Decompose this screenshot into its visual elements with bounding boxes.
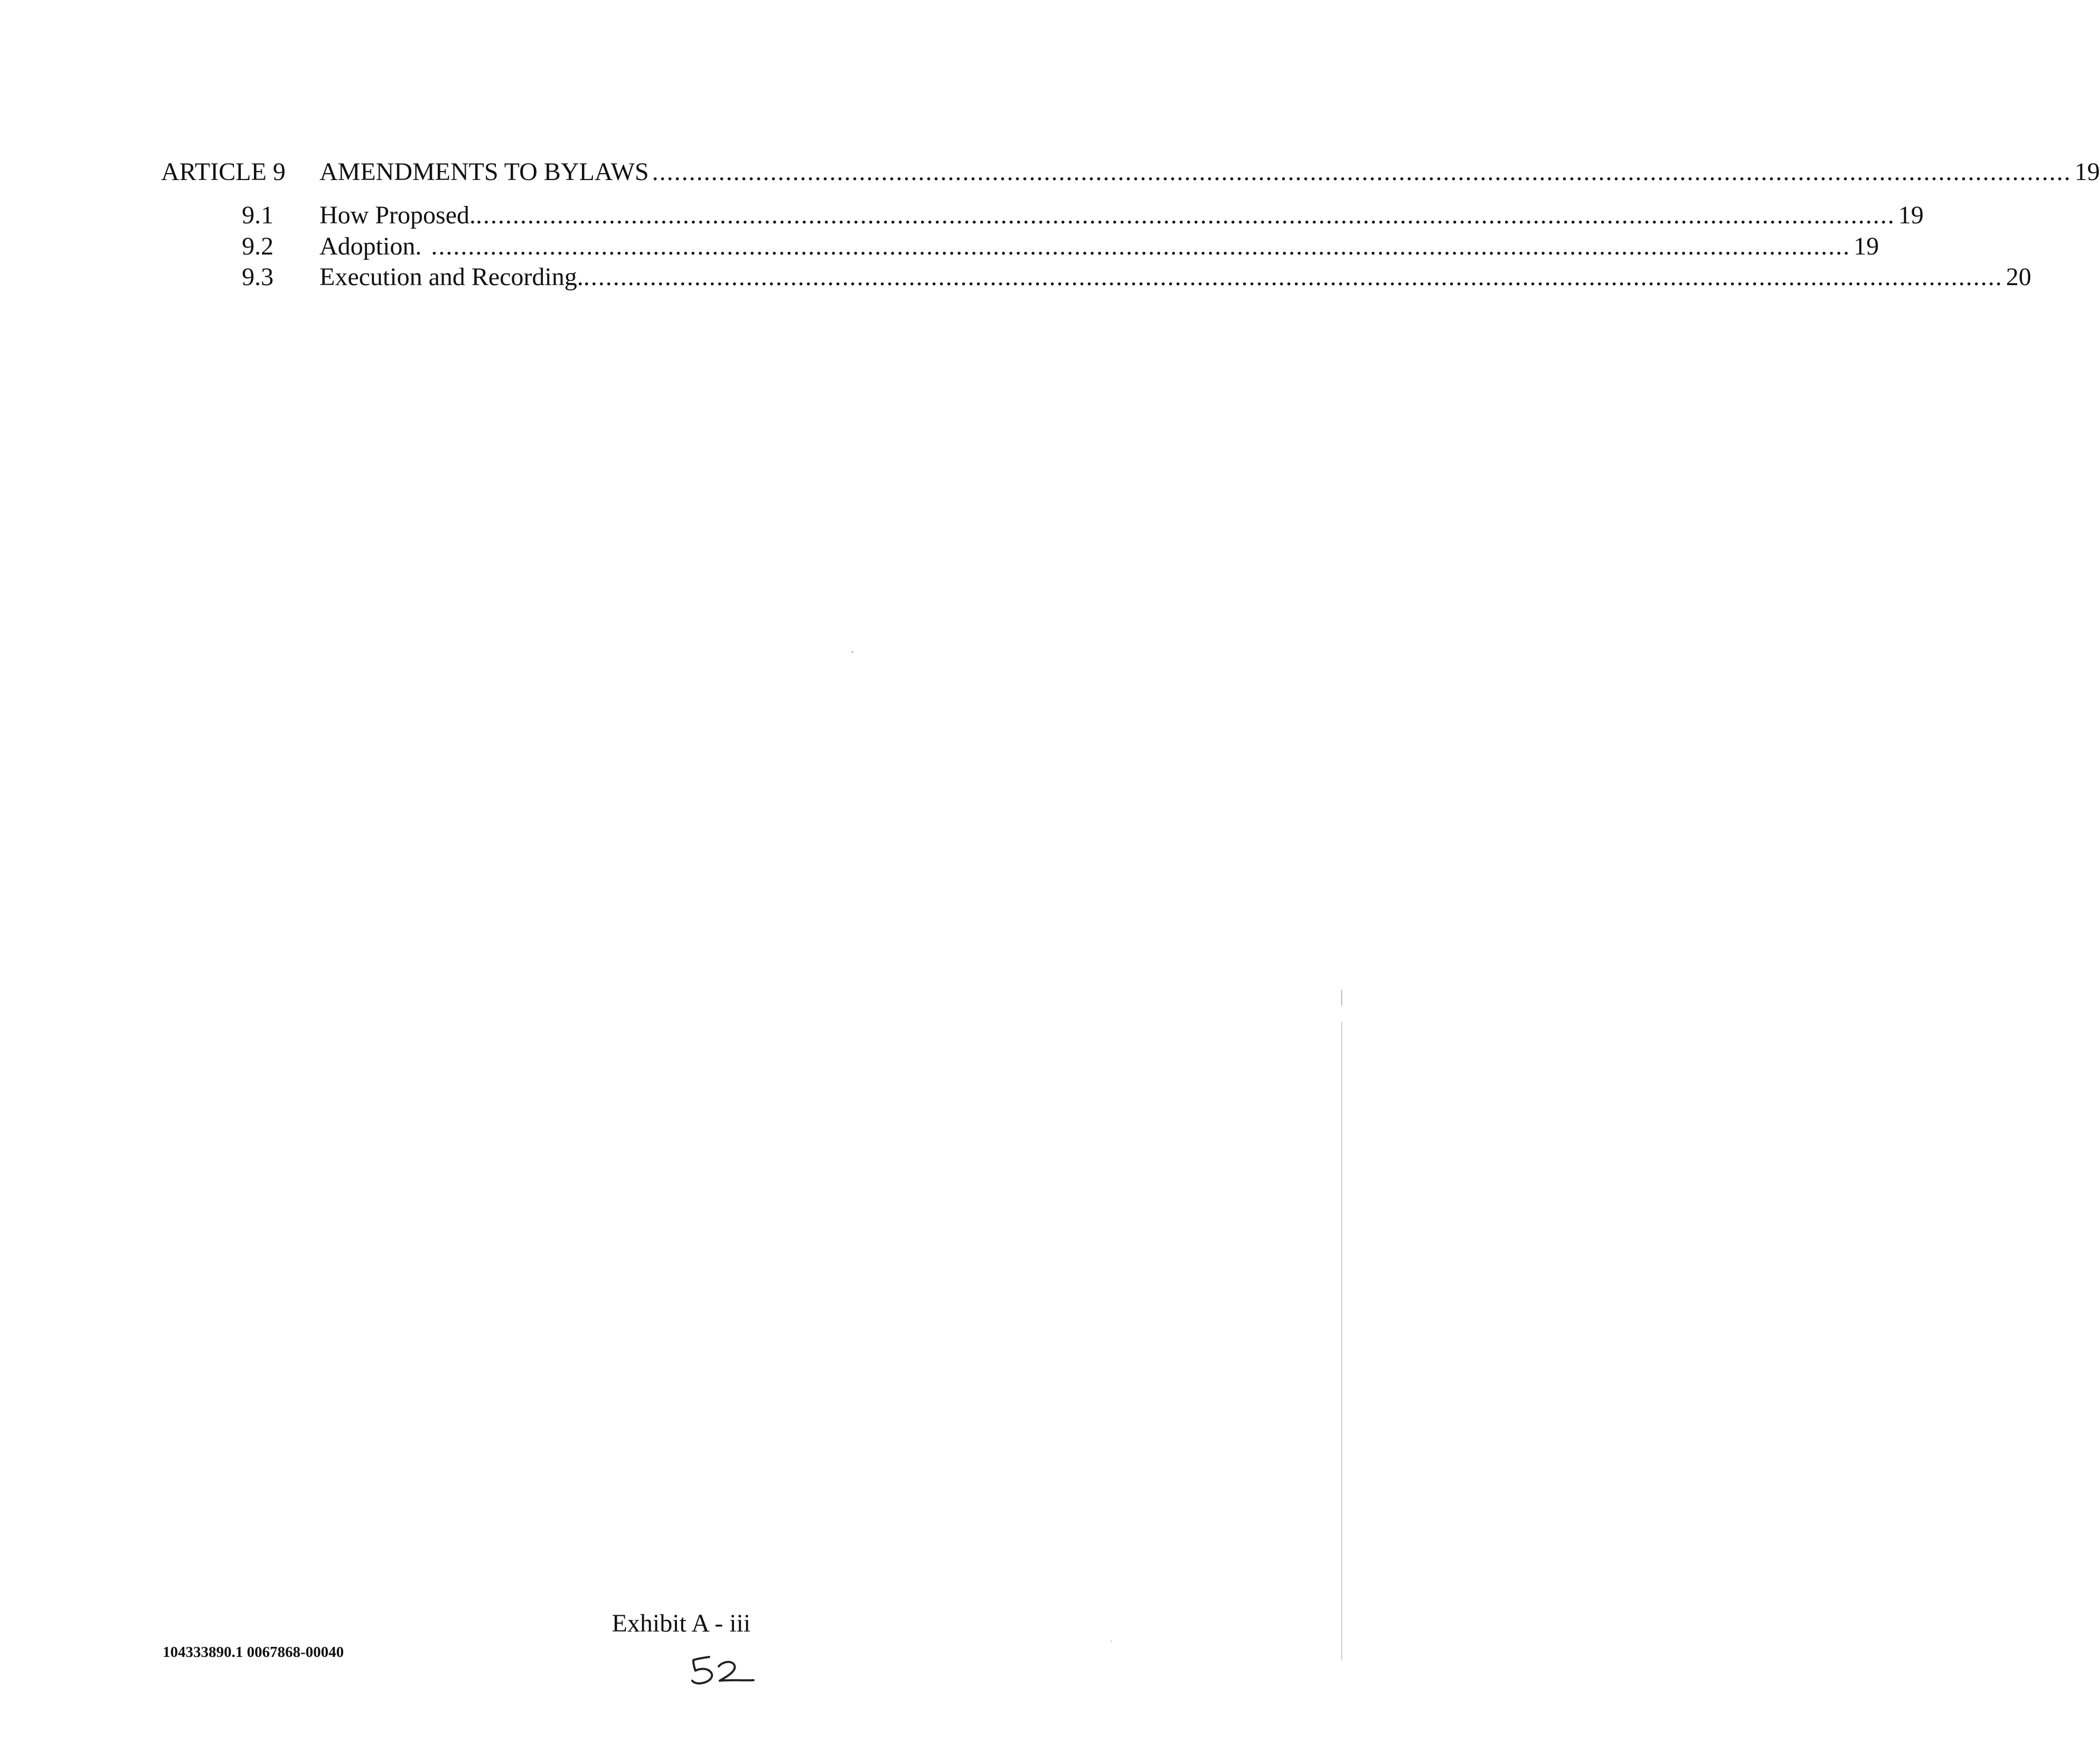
toc-section-number: 9.1 [242, 201, 274, 229]
handwritten-page-number [688, 1652, 757, 1689]
toc-section-title: Execution and Recording. [319, 263, 583, 291]
toc-section-number: 9.3 [242, 263, 274, 291]
toc-entry-section [161, 230, 1879, 263]
toc-section-title: How Proposed. [319, 201, 476, 229]
toc-entry-section [161, 261, 2031, 294]
toc-section-page: 19 [1898, 201, 1924, 229]
toc-section-page: 20 [2005, 263, 2031, 291]
toc-section-line [319, 230, 1879, 263]
exhibit-page-label: Exhibit A - iii [611, 1609, 751, 1637]
toc-leader-dots: ................................................................................................................................................................................................ [583, 263, 2003, 291]
scan-edge-artifact [1341, 990, 1342, 1661]
toc-section-number: 9.2 [242, 232, 274, 260]
toc-section-page: 19 [1853, 232, 1879, 260]
toc-article-number: ARTICLE 9 [161, 158, 286, 186]
toc-entry-article-9 [161, 156, 2100, 189]
scan-speck [852, 651, 853, 653]
toc-entry-section [161, 199, 1924, 232]
toc-leader-dots: ................................................................................................................................................................................................ [431, 232, 1851, 260]
toc-article-page: 19 [2074, 158, 2100, 186]
toc-leader-dots: ................................................................................................................................................................................................ [652, 158, 2071, 186]
toc-leader-dots: ................................................................................................................................................................................................ [476, 201, 1895, 229]
toc-article-line [319, 156, 2100, 189]
toc-section-line [319, 261, 2031, 294]
toc-section-line [319, 199, 1924, 232]
toc-section-title: Adoption. [319, 232, 422, 260]
scan-speck [1110, 1641, 1112, 1642]
document-id: 104333890.1 0067868-00040 [163, 1644, 344, 1661]
toc-article-title: AMENDMENTS TO BYLAWS [319, 158, 649, 186]
